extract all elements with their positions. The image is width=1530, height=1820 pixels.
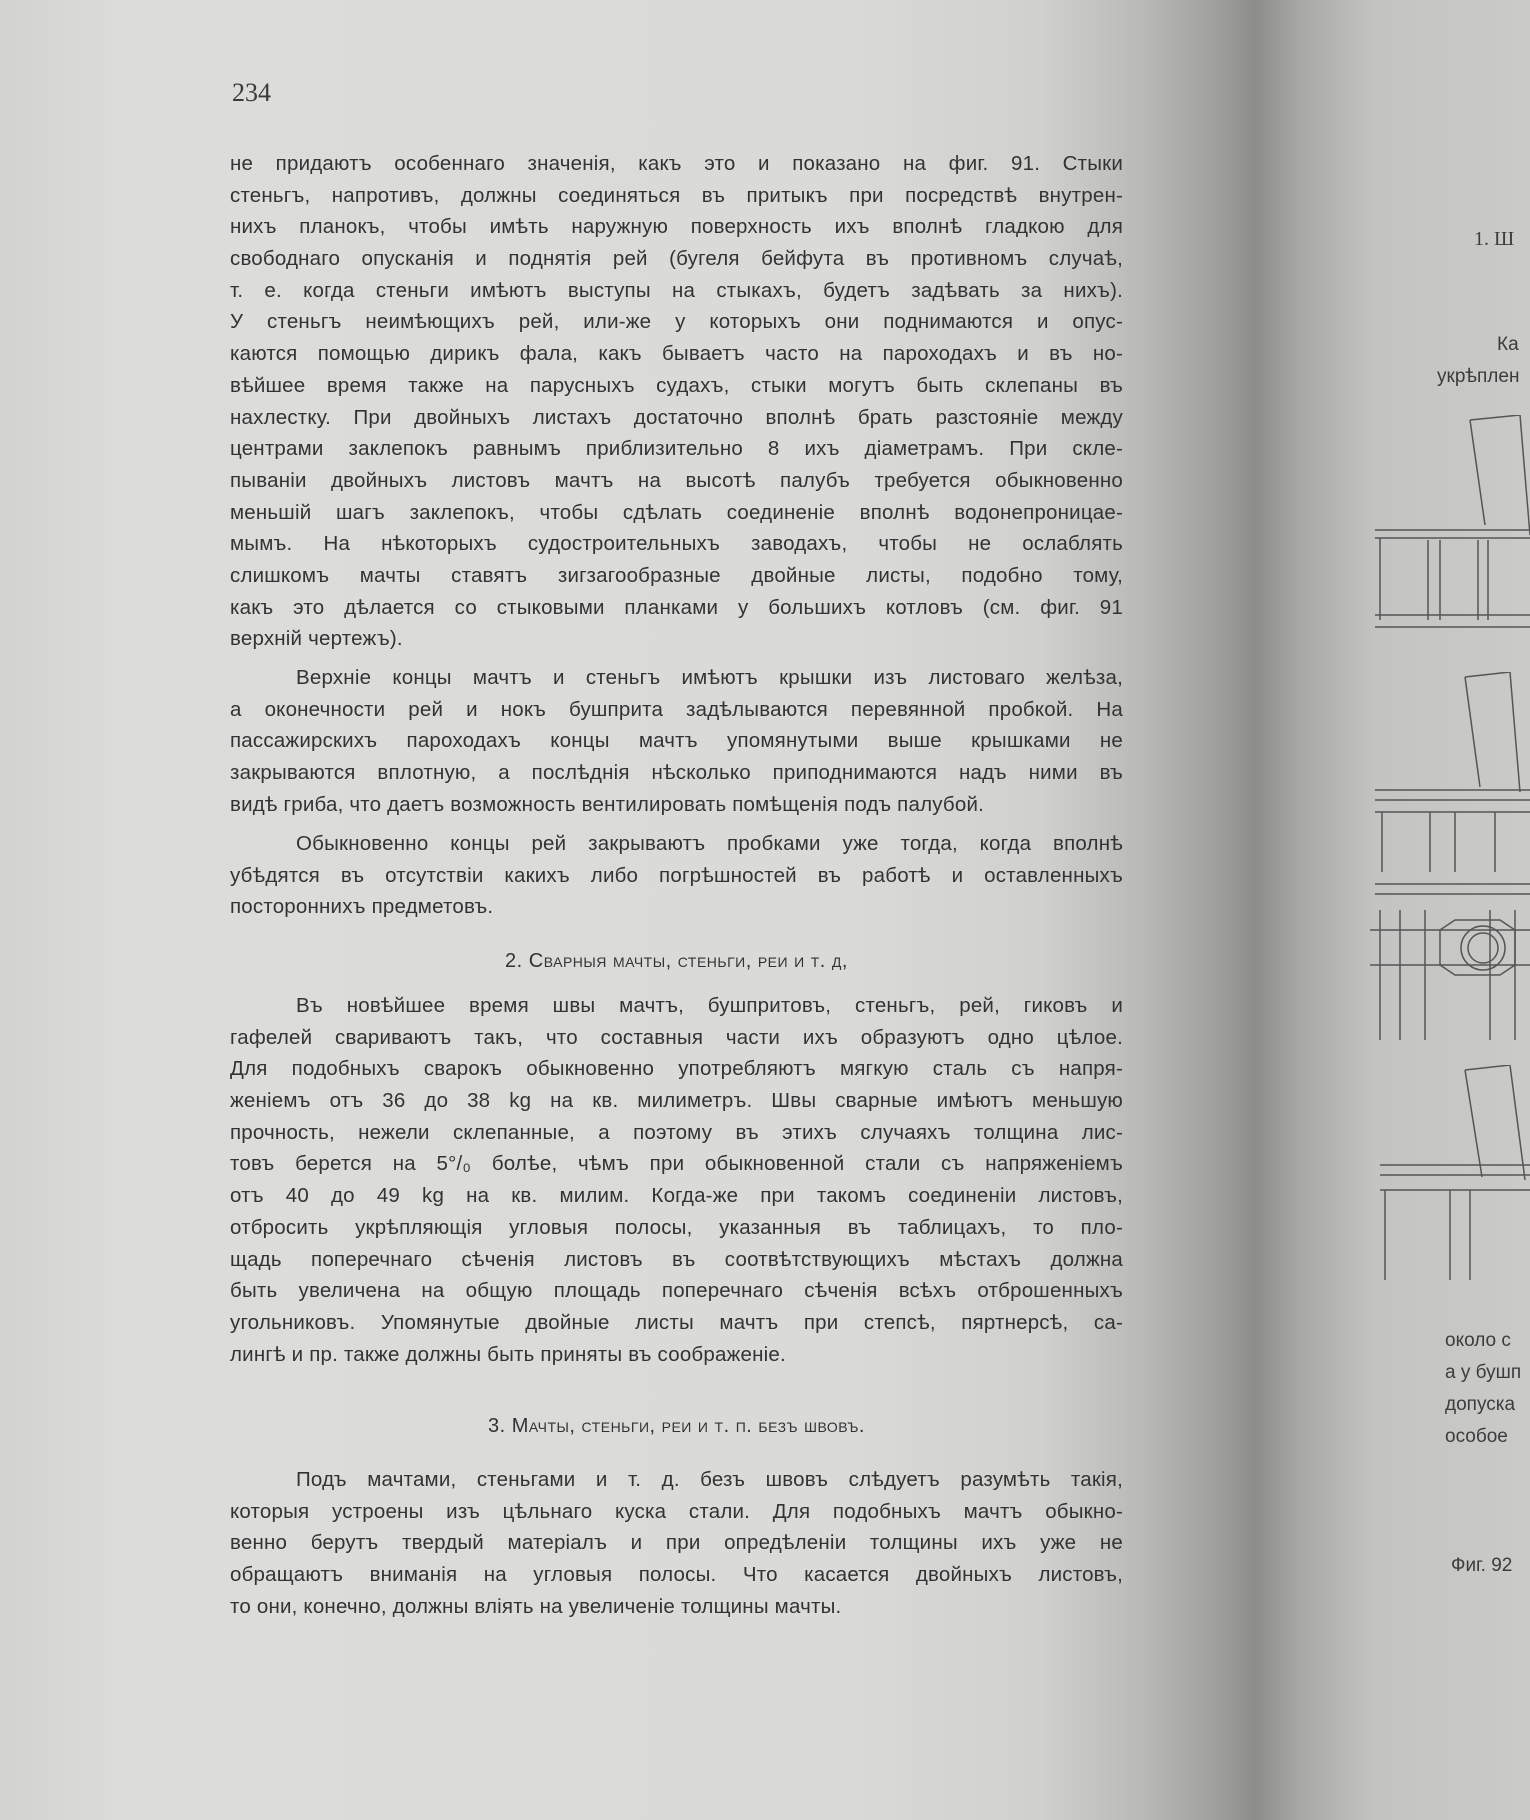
text-line: центрами заклепокъ равнымъ приблизительно 8 ихъ діаметрамъ. При скле- <box>230 437 1123 461</box>
text-line: верхній чертежъ). <box>230 627 403 651</box>
text-line: постороннихъ предметовъ. <box>230 895 494 919</box>
text-line: товъ берется на 5°/₀ болѣе, чѣмъ при обыкновенной стали съ напряженіемъ <box>230 1152 1123 1176</box>
text-line: закрываются вплотную, а послѣднія нѣсколько приподнимаются надъ ними въ <box>230 761 1123 785</box>
text-line: щадь поперечнаго сѣченія листовъ въ соотвѣтствующихъ мѣстахъ должна <box>230 1247 1123 1271</box>
text-line: т. е. когда стеньги имѣютъ выступы на стыкахъ, будетъ задѣвать за нихъ). <box>230 278 1123 302</box>
text-line: У стеньгъ неимѣющихъ рей, или-же у которыхъ они поднимаются и опус- <box>230 310 1123 334</box>
text-line: пассажирскихъ пароходахъ концы мачтъ упомянутыми выше крышками не <box>230 729 1123 753</box>
section-heading-3: 3. Мачты, стеньги, реи и т. п. безъ швовъ. <box>488 1415 865 1437</box>
text-line: лингѣ и пр. также должны быть приняты въ соображеніе. <box>230 1342 786 1366</box>
text-line: Въ новѣйшее время швы мачтъ, бушпритовъ, стеньгъ, рей, гиковъ и <box>296 994 1123 1017</box>
text-line: Подъ мачтами, стеньгами и т. д. безъ швовъ слѣдуетъ разумѣть такія, <box>296 1468 1123 1491</box>
paragraph-1 <box>230 148 1123 655</box>
text-line: нахлестку. При двойныхъ листахъ достаточно вполнѣ брать разстояніе между <box>230 405 1123 429</box>
text-line: Обыкновенно концы рей закрываютъ пробками уже тогда, когда вполнѣ <box>296 832 1123 855</box>
text-line: а оконечности рей и нокъ бушприта задѣлываются перевянной пробкой. На <box>230 697 1123 721</box>
text-line: угольниковъ. Упомянутые двойные листы мачтъ при степсѣ, пяртнерсѣ, са- <box>230 1310 1123 1334</box>
text-line: которыя устроены изъ цѣльнаго куска стали. Для подобныхъ мачтъ обыкно- <box>230 1499 1123 1523</box>
text-line: каются помощью дирикъ фала, какъ бываетъ часто на пароходахъ и въ но- <box>230 342 1123 366</box>
text-line: женіемъ отъ 36 до 38 kg на кв. милиметръ. Швы сварные имѣютъ меньшую <box>230 1089 1123 1113</box>
text-line: венно берутъ твердый матеріалъ и при опредѣленіи толщины ихъ уже не <box>230 1531 1123 1555</box>
text-line: отъ 40 до 49 kg на кв. милим. Когда-же при такомъ соединеніи листовъ, <box>230 1184 1123 1208</box>
text-line: стеньгъ, напротивъ, должны соединяться въ притыкъ при посредствѣ внутрен- <box>230 183 1123 207</box>
right-caption-line: около с <box>1445 1330 1511 1351</box>
text-line: убѣдятся въ отсутствіи какихъ либо погрѣшностей въ работѣ и оставленныхъ <box>230 863 1123 887</box>
right-text-fragment: укрѣплен <box>1437 366 1520 387</box>
text-line: отбросить укрѣпляющія угловыя полосы, указанныя въ таблицахъ, то пло- <box>230 1215 1123 1239</box>
text-line: меньшій шагъ заклепокъ, чтобы сдѣлать соединеніе вполнѣ водонепроницае- <box>230 500 1123 524</box>
section-heading-2: 2. Сварныя мачты, стеньги, реи и т. д, <box>505 950 848 972</box>
paragraph-4 <box>230 990 1123 1370</box>
right-caption-line: а у бушп <box>1445 1362 1522 1383</box>
paragraph-2 <box>230 662 1123 820</box>
text-line: быть увеличена на общую площадь поперечнаго сѣченія всѣхъ отброшенныхъ <box>230 1279 1123 1303</box>
text-line: слишкомъ мачты ставятъ зигзагообразные двойные листы, подобно тому, <box>230 563 1123 587</box>
text-line: Верхніе концы мачтъ и стеньгъ имѣютъ крышки изъ листоваго желѣза, <box>296 666 1123 689</box>
text-line: прочность, нежели склепанные, а поэтому въ этихъ случаяхъ толщина лис- <box>230 1120 1123 1144</box>
text-line: гафелей свариваютъ такъ, что составныя части ихъ образуютъ одно цѣлое. <box>230 1025 1123 1049</box>
text-line: мымъ. На нѣкоторыхъ судостроительныхъ заводахъ, чтобы не ослаблять <box>230 532 1123 556</box>
text-line: не придаютъ особеннаго значенія, какъ это и показано на фиг. 91. Стыки <box>230 152 1123 175</box>
right-text-fragment: Ка <box>1497 334 1519 355</box>
text-line: нихъ планокъ, чтобы имѣть наружную поверхность ихъ вполнѣ гладкою для <box>230 215 1123 239</box>
mast-plan-drawing <box>1370 905 1530 1045</box>
text-line: пываніи двойныхъ листовъ мачтъ на высотѣ палубъ требуется обыкновенно <box>230 468 1123 492</box>
text-line: то они, конечно, должны вліять на увеличеніе толщины мачты. <box>230 1594 842 1618</box>
text-line: видѣ гриба, что даетъ возможность вентилировать помѣщенія подъ палубой. <box>230 792 985 816</box>
paragraph-5 <box>230 1464 1123 1622</box>
text-line: вѣйшее время также на парусныхъ судахъ, стыки могутъ быть склепаны въ <box>230 373 1123 397</box>
mast-deck-drawing-3 <box>1370 1065 1530 1295</box>
text-line: обращаютъ вниманія на угловыя полосы. Что касается двойныхъ листовъ, <box>230 1563 1123 1587</box>
text-line: Для подобныхъ сварокъ обыкновенно употребляютъ мягкую сталь съ напря- <box>230 1057 1123 1081</box>
page-number: 234 <box>232 78 271 107</box>
mast-deck-drawing-2 <box>1370 672 1530 912</box>
right-caption-line: допуска <box>1445 1394 1516 1415</box>
right-heading-fragment: 1. Ш <box>1474 228 1515 250</box>
text-line: свободнаго опусканія и поднятія рей (бугеля бейфута въ противномъ случаѣ, <box>230 247 1123 271</box>
figure-label: Фиг. 92 <box>1451 1555 1513 1576</box>
text-line: какъ это дѣлается со стыковыми планками у большихъ котловъ (см. фиг. 91 <box>230 595 1123 619</box>
mast-deck-drawing-1 <box>1370 415 1530 635</box>
right-caption-line: особое <box>1445 1426 1508 1447</box>
paragraph-3 <box>230 828 1123 923</box>
